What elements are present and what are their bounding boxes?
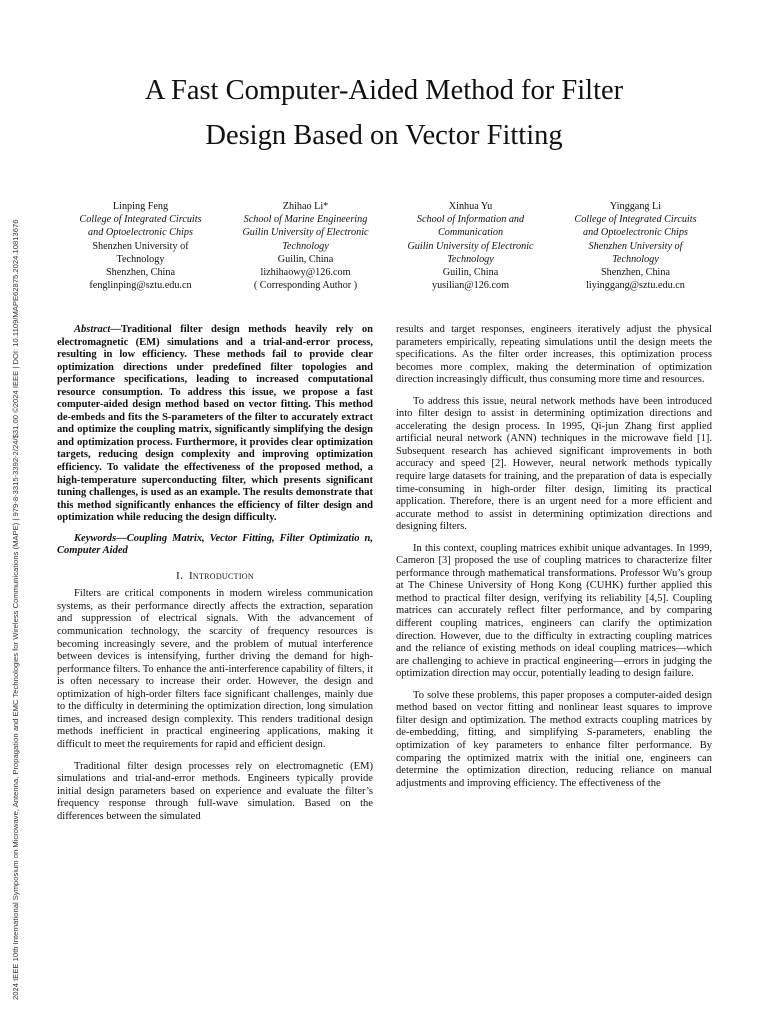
author-4 bbox=[553, 200, 718, 292]
author-affiliation: Guilin University of Electronic bbox=[407, 240, 534, 252]
author-affiliation: School of Marine Engineering bbox=[243, 214, 368, 226]
author-affiliation: College of Integrated Circuits bbox=[574, 214, 697, 226]
author-name: Linping Feng bbox=[112, 201, 169, 212]
author-institution: Shenzhen University of bbox=[92, 240, 189, 252]
author-affiliation: and Optoelectronic Chips bbox=[88, 227, 193, 239]
author-affiliation: Communication bbox=[437, 227, 504, 239]
keywords-label: Keywords— bbox=[74, 532, 127, 544]
author-email: yusilian@126.com bbox=[431, 280, 509, 292]
author-email: lizhihaowy@126.com bbox=[260, 267, 351, 279]
abstract-label: Abstract— bbox=[74, 324, 121, 335]
author-affiliation: College of Integrated Circuits bbox=[79, 214, 202, 226]
body-paragraph: To address this issue, neural network methods have been introduced into filter design to assist in determining optimization directions and accelerating the design process. In 1995, Qi-jun Zhang first applied artificial neural network (ANN) techniques in the microwave field [1]. Subsequent research has achieved significant improvements in both accuracy and speed [2]. However, neural network methods typically require large datasets for training, and the preparation of data is especially time-consuming in high-order filter design, limiting its practical application. Therefore, there is an urgent need for a more efficient and accurate method to assist in determining optimization directions and designing filters. bbox=[396, 395, 712, 533]
author-affiliation: Shenzhen University of bbox=[588, 240, 683, 252]
author-name: Zhihao Li* bbox=[282, 201, 329, 212]
author-location: Guilin, China bbox=[277, 253, 334, 265]
left-column bbox=[57, 324, 373, 823]
title-line-1: A Fast Computer-Aided Method for Filter bbox=[144, 75, 624, 106]
keywords bbox=[57, 533, 373, 558]
section-title: Introduction bbox=[188, 569, 254, 582]
body-paragraph: Filters are critical components in modern wireless communication systems, as their performance directly affects the extraction, separation and suppression of electrical signals. With the advancement of communication technology, the scarcity of frequency resources is becoming increasingly severe, and the problem of mutual interference between devices is intensifying, further driving the demand for high-performance filters. To enhance the anti-interference capability of filters, it is often necessary to increase their order. However, the design and optimization of high-order filters face significant challenges, mainly due to the difficulty in determining the optimization direction, long simulation times, and increased design complexity. This renders traditional design methods inefficient in practical engineering applications, making it difficult to meet the requirements for rapid and efficient design. bbox=[57, 588, 373, 750]
author-affiliation: Technology bbox=[282, 240, 329, 252]
doi-side-strip bbox=[4, 20, 20, 1000]
author-1 bbox=[58, 200, 223, 292]
author-email: fenglinping@sztu.edu.cn bbox=[89, 280, 192, 292]
title-line-2: Design Based on Vector Fitting bbox=[205, 120, 563, 151]
author-affiliation: Technology bbox=[612, 253, 659, 265]
section-number: I. bbox=[176, 569, 183, 582]
author-affiliation: and Optoelectronic Chips bbox=[583, 227, 688, 239]
body-paragraph: To solve these problems, this paper proposes a computer-aided design method based on vector fitting and nonlinear least squares to improve filter design and optimization. The method extracts coupling matrices by de-embedding, fitting, and simplifying S-parameters, enabling the optimization of key parameters to enhance filter performance. By comparing the optimized matrix with the initial one, engineers can determine the optimization direction, reducing reliance on manual adjustments and improving efficiency. The effectiveness of the bbox=[396, 689, 712, 789]
author-2 bbox=[223, 200, 388, 292]
author-name: Xinhua Yu bbox=[448, 201, 493, 212]
keywords-text: Coupling Matrix, Vector Fitting, Filter Optimizatio n, Computer Aided bbox=[57, 532, 373, 557]
corresponding-author-note: ( Corresponding Author ) bbox=[253, 280, 358, 292]
author-location: Shenzhen, China bbox=[600, 267, 671, 279]
abstract-text: Traditional filter design methods heavily rely on electromagnetic (EM) simulations and a trial-and-error process, resulting in low efficiency. These methods fail to provide clear optimization directions under predefined filter topologies and performance specifications, leading to increased computational resource consumption. To address this issue, we propose a fast computer-aided design method based on vector fitting. This method de-embeds and fits the S-parameters of the filter to accurately extract and optimize the coupling matrix, significantly simplifying the design and optimization process. Furthermore, it provides clear optimization targets, reducing design complexity and improving optimization efficiency. To validate the effectiveness of the proposed method, a high-temperature superconducting filter, which presents significant tuning challenges, is used as an example. The results demonstrate that this method significantly enhances the efficiency of filter design and optimization while reducing the design difficulty. bbox=[57, 324, 373, 524]
right-column bbox=[396, 324, 712, 790]
author-location: Shenzhen, China bbox=[105, 267, 176, 279]
author-location: Guilin, China bbox=[442, 267, 499, 279]
author-name: Yinggang Li bbox=[609, 201, 662, 212]
body-paragraph: results and target responses, engineers iteratively adjust the physical parameters empirically, repeating simulations until the design meets the specifications. As the filter order increases, this optimization process becomes more complex, making the determination of optimization direction increasingly difficult, thus consuming more time and resources. bbox=[396, 324, 712, 386]
author-affiliation: School of Information and bbox=[416, 214, 525, 226]
author-3 bbox=[388, 200, 553, 292]
author-block bbox=[58, 200, 718, 292]
author-email: liyinggang@sztu.edu.cn bbox=[586, 280, 685, 292]
doi-side-text: 2024 IEEE 10th International Symposium on Microwave, Antenna, Propagation and EMC Technologies for Wireless Communications (MAPE) | 979-8-3315-3392-2/24/$31.00 ©2024 IEEE | DOI: 10.1109/MAPE62875.2024.10813676 bbox=[11, 219, 20, 1000]
author-affiliation: Guilin University of Electronic bbox=[242, 227, 369, 239]
abstract bbox=[57, 324, 373, 525]
author-affiliation: Technology bbox=[447, 253, 494, 265]
body-paragraph: In this context, coupling matrices exhibit unique advantages. In 1999, Cameron [3] proposed the use of coupling matrices to characterize filter performance through mathematical transformations. Professor Wu’s group at The Chinese University of Hong Kong (CUHK) further applied this method to practical filter design, verifying its reliability [4,5]. Coupling matrices can accurately reflect filter performance, and by comparing different coupling matrices, engineers can clarify the optimization direction. However, due to the difficulty in extracting coupling matrices and the reliance of existing methods on ideal coupling matrices—which are challenging to achieve in practical engineering—errors in judging the optimization direction may occur, potentially leading to design failure. bbox=[396, 542, 712, 680]
author-institution: Technology bbox=[116, 253, 165, 265]
body-paragraph: Traditional filter design processes rely on electromagnetic (EM) simulations and trial-and-error methods. Engineers typically provide initial design parameters based on experience and evaluate the filter’s frequency response through full-wave simulation. Based on the differences between the simulated bbox=[57, 760, 373, 822]
paper-title bbox=[60, 68, 708, 158]
section-heading bbox=[57, 570, 373, 583]
